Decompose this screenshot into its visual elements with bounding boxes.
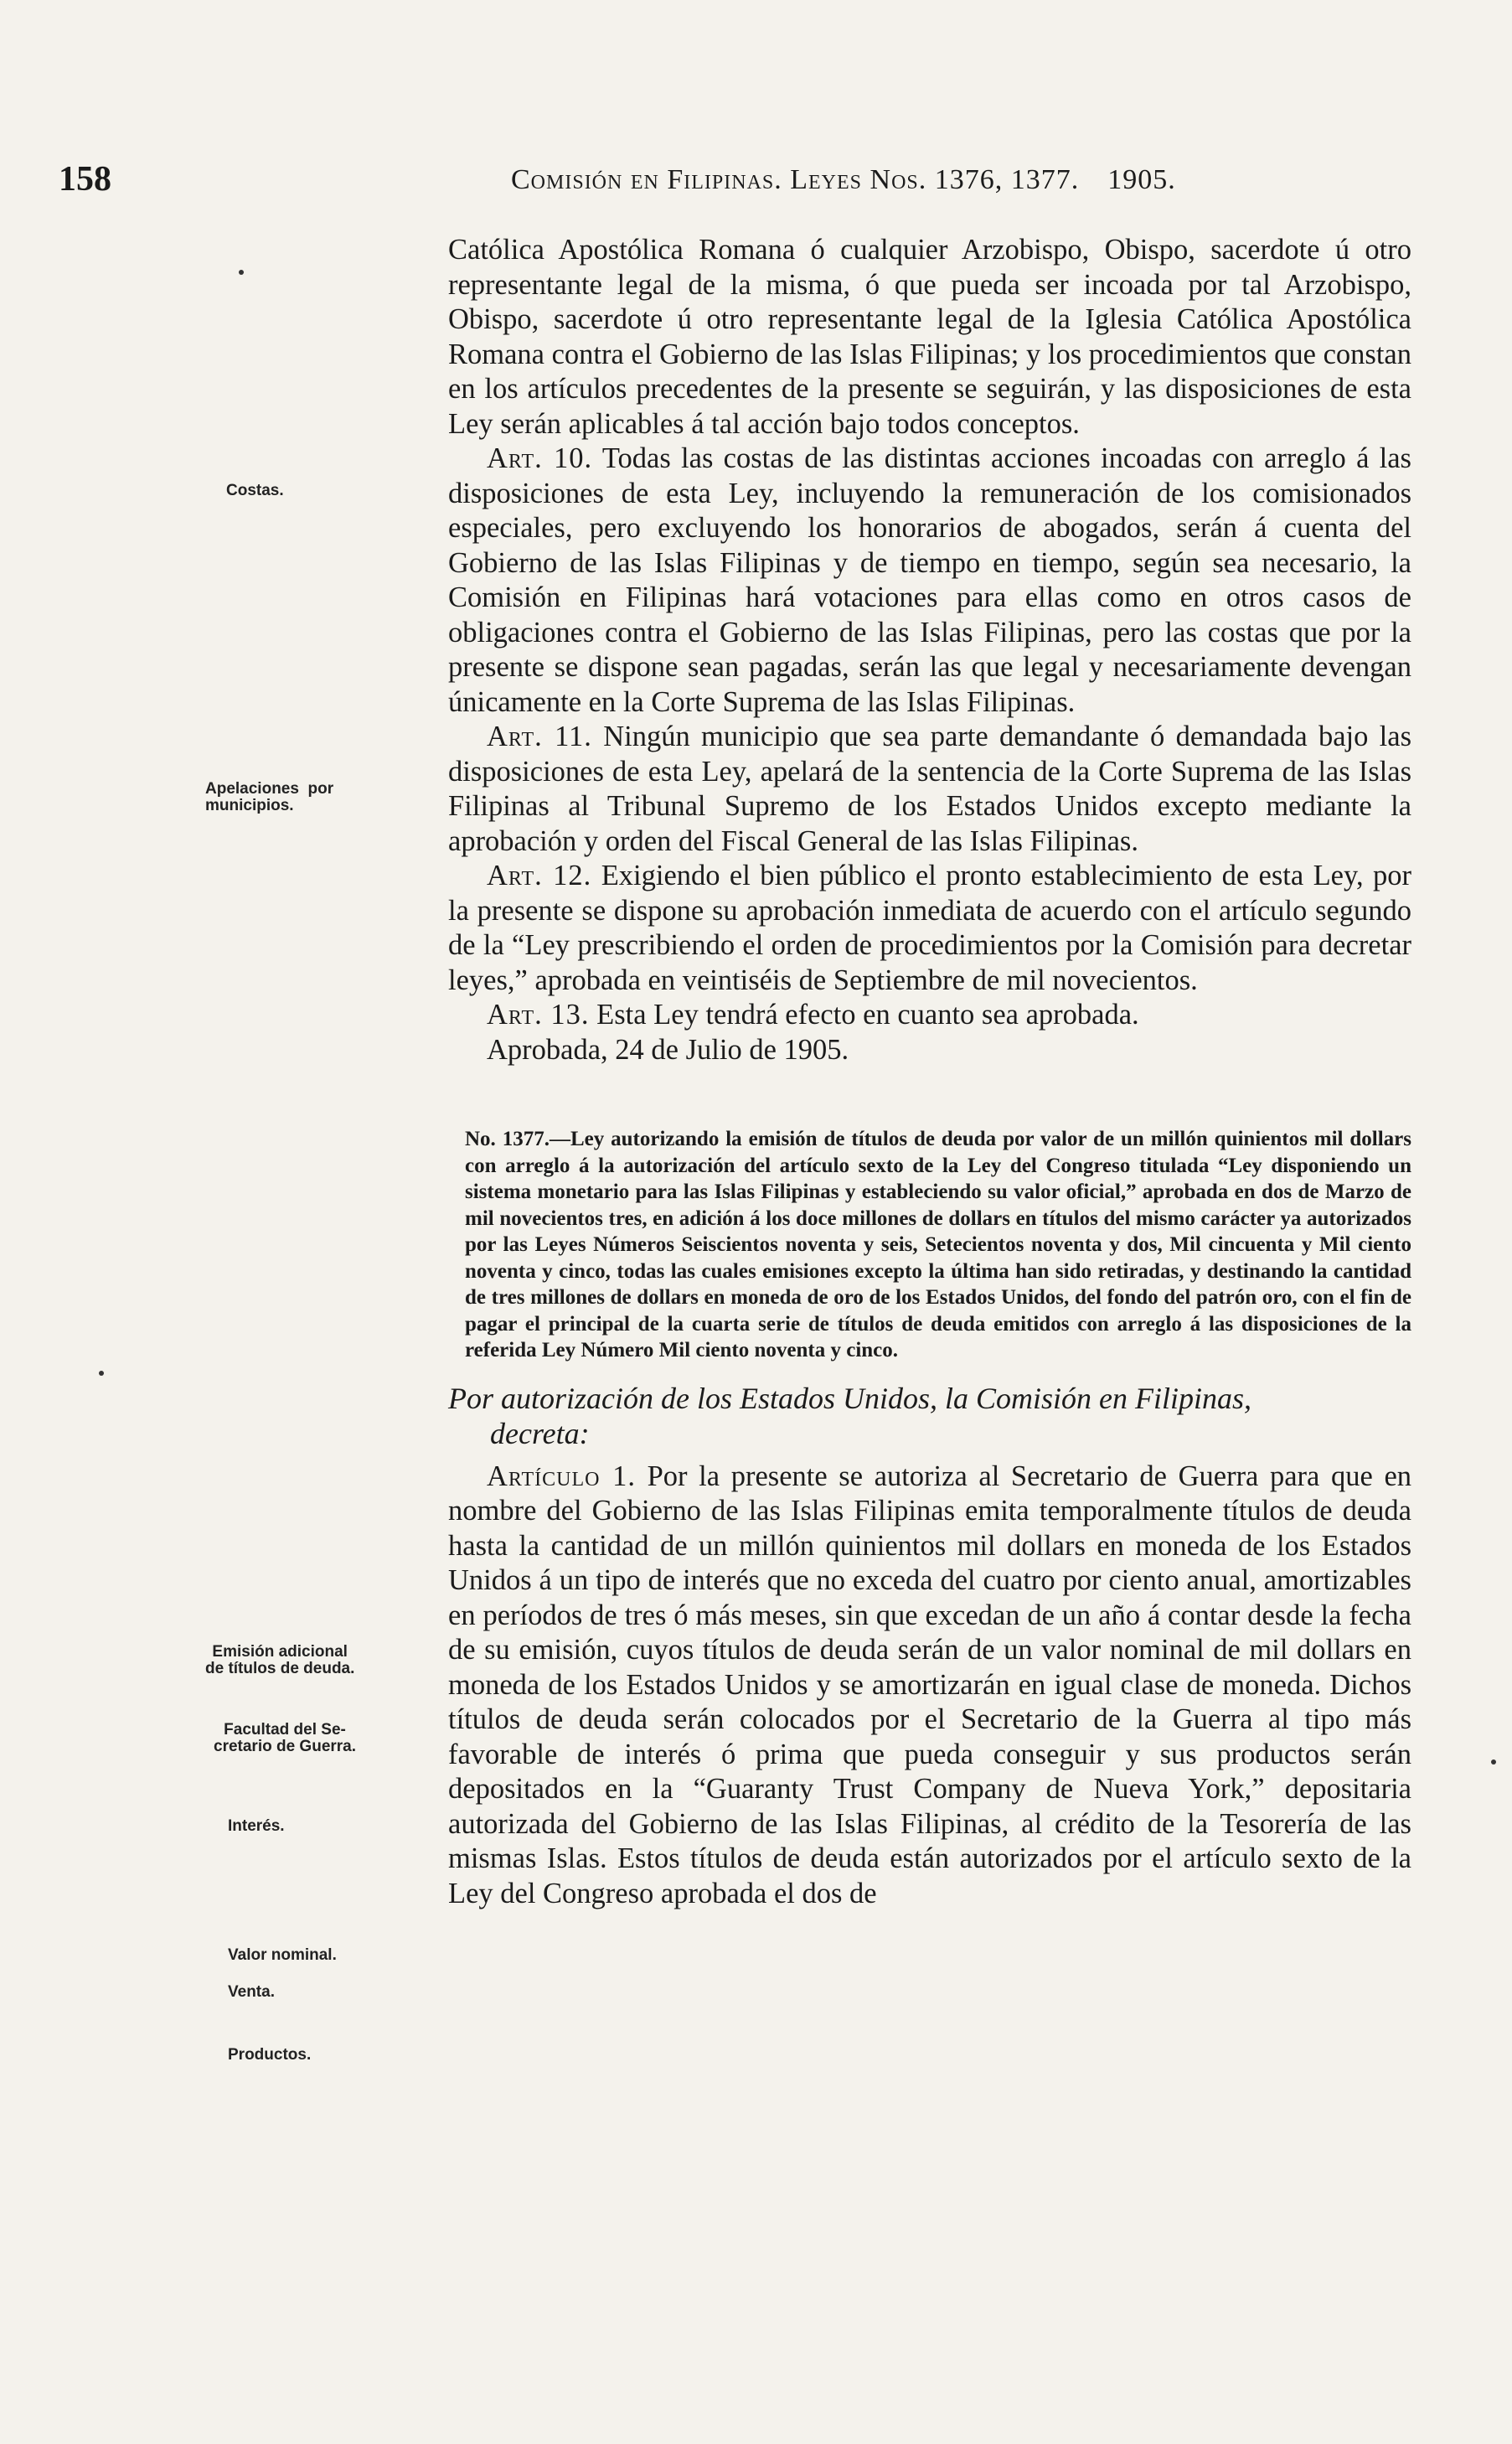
article-13-label: Art. 13.	[487, 999, 590, 1031]
article-13	[448, 998, 1411, 1033]
margin-note-emision-line2: de títulos de deuda.	[205, 1660, 355, 1677]
enacting-clause-line2: decreta:	[490, 1416, 590, 1450]
margin-note-facultad-line2: cretario de Guerra.	[214, 1738, 357, 1755]
margin-note-facultad	[214, 1722, 356, 1755]
article-1-text: Por la presente se autoriza al Secretario de Guerra para que en nombre del Gobierno de las Islas Filipinas emita temporalmente títulos de deuda hasta la cantidad de un millón quinientos mil dollars en moneda de los Estados Unidos á un tipo de interés que no exceda del cuatro por ciento anual, amortizables en períodos de tres ó más meses, sin que excedan de un año á contar desde la fecha de su emisión, cuyos títulos de deuda serán de un valor nominal de mil dollars en moneda de los Estados Unidos y se amortizarán en igual clase de moneda. Dichos títulos de deuda serán colocados por el Secretario de la Guerra al tipo más favorable de interés ó prima que pueda conseguir y sus productos serán depositados en la “Guaranty Trust Company de Nueva York,” depositaria autorizada del Gobierno de las Islas Filipinas, al crédito de la Tesorería de las mismas Islas. Estos títulos de deuda están autorizados por el artículo sexto de la Ley del Congreso aprobada el dos de	[448, 1460, 1412, 1909]
law-1376-continuation: Católica Apostólica Romana ó cualquier Arzobispo, Obispo, sacerdote ú otro representante legal de la misma, ó que pueda ser incoada por tal Arzobispo, Obispo, sacerdote ú otro representante legal de la Iglesia Católica Apostólica Romana contra el Gobierno de las Islas Filipinas; y los procedimientos que constan en los artículos precedentes de la presente se seguirán, y las disposiciones de esta Ley serán aplicables á tal acción bajo todos conceptos.	[448, 234, 1411, 440]
scan-speck	[99, 1371, 104, 1376]
running-title	[511, 164, 1176, 196]
scan-speck	[1491, 1759, 1496, 1765]
article-12	[448, 859, 1411, 998]
margin-note-valor: Valor nominal.	[228, 1946, 337, 1964]
margin-note-facultad-line1: Facultad del Se-	[224, 1721, 346, 1739]
enacting-clause-line1: Por autorización de los Estados Unidos, la Comisión en Filipinas,	[448, 1381, 1252, 1415]
margin-note-apelaciones-line2: municipios.	[205, 797, 294, 814]
main-text	[448, 233, 1411, 1911]
running-title-text: Comisión en Filipinas. Leyes Nos. 1376, 1377.	[511, 164, 1080, 195]
law-1377-summary-text: —Ley autorizando la emisión de títulos de deuda por valor de un millón quinientos mil dollars con arreglo á la autorización del artículo sexto de la Ley del Congreso titulada “Ley disponiendo un sistema monetario para las Islas Filipinas y estableciendo su valor oficial,” aprobada en dos de Marzo de mil novecientos tres, en adición á los doce millones de dollars en títulos del mismo carácter ya autorizados por las Leyes Números Seiscientos noventa y seis, Setecientos noventa y dos, Mil cincuenta y Mil ciento noventa y cinco, todas las cuales emisiones excepto la última han sido retiradas, y destinando la cantidad de tres millones de dollars en moneda de oro de los Estados Unidos, del fondo del patrón oro, con el fin de pagar el principal de la cuarta serie de títulos de deuda emitidos con arreglo á las disposiciones de la referida Ley Número Mil ciento noventa y cinco.	[465, 1128, 1411, 1362]
margin-note-productos: Productos.	[228, 2046, 312, 2064]
article-11-label: Art. 11.	[487, 721, 592, 752]
margin-note-apelaciones-line1: Apelaciones por	[205, 780, 334, 798]
law-1377-number: No. 1377.	[465, 1128, 550, 1150]
page-header	[59, 159, 1432, 209]
page-number: 158	[59, 160, 111, 199]
approval-date: Aprobada, 24 de Julio de 1905.	[487, 1033, 849, 1066]
margin-note-emision	[205, 1644, 354, 1677]
enacting-clause	[448, 1381, 1411, 1451]
article-11	[448, 720, 1411, 859]
law-1377-summary	[465, 1126, 1411, 1364]
margin-note-costas: Costas.	[226, 482, 284, 499]
margin-note-apelaciones	[205, 781, 333, 814]
article-13-text: Esta Ley tendrá efecto en cuanto sea aprobada.	[596, 999, 1139, 1031]
margin-note-interes: Interés.	[228, 1817, 285, 1835]
margin-note-venta: Venta.	[228, 1983, 275, 2001]
article-10-text: Todas las costas de las distintas acciones incoadas con arreglo á las disposiciones de esta Ley, incluyendo la remuneración de los comisionados especiales, pero excluyendo los honorarios de abogados, serán á cuenta del Gobierno de las Islas Filipinas y de tiempo en tiempo, según sea necesario, la Comisión en Filipinas hará votaciones para ellas como en otros casos de obligaciones contra el Gobierno de las Islas Filipinas, pero las costas que por la presente se dispone sean pagadas, serán las que legal y necesariamente devengan únicamente en la Corte Suprema de las Islas Filipinas.	[448, 442, 1411, 718]
article-12-text: Exigiendo el bien público el pronto establecimiento de esta Ley, por la presente se dispone su aprobación inmediata de acuerdo con el artículo segundo de la “Ley prescribiendo el orden de procedimientos por la Comisión para decretar leyes,” aprobada en veintiséis de Septiembre de mil novecientos.	[448, 860, 1411, 996]
article-10	[448, 442, 1411, 720]
running-title-year: 1905.	[1107, 164, 1176, 195]
article-1	[448, 1460, 1411, 1912]
scan-speck	[239, 270, 244, 275]
article-1-label: Artículo 1.	[487, 1460, 636, 1492]
margin-note-emision-line1: Emisión adicional	[212, 1643, 348, 1661]
section-gap	[448, 1067, 1411, 1126]
article-10-label: Art. 10.	[487, 442, 593, 474]
article-12-label: Art. 12.	[487, 860, 592, 891]
article-11-text: Ningún municipio que sea parte demandante ó demandada bajo las disposiciones de esta Ley, apelará de la sentencia de la Corte Suprema de las Islas Filipinas al Tribunal Supremo de los Estados Unidos excepto mediante la aprobación y orden del Fiscal General de las Islas Filipinas.	[448, 721, 1411, 857]
